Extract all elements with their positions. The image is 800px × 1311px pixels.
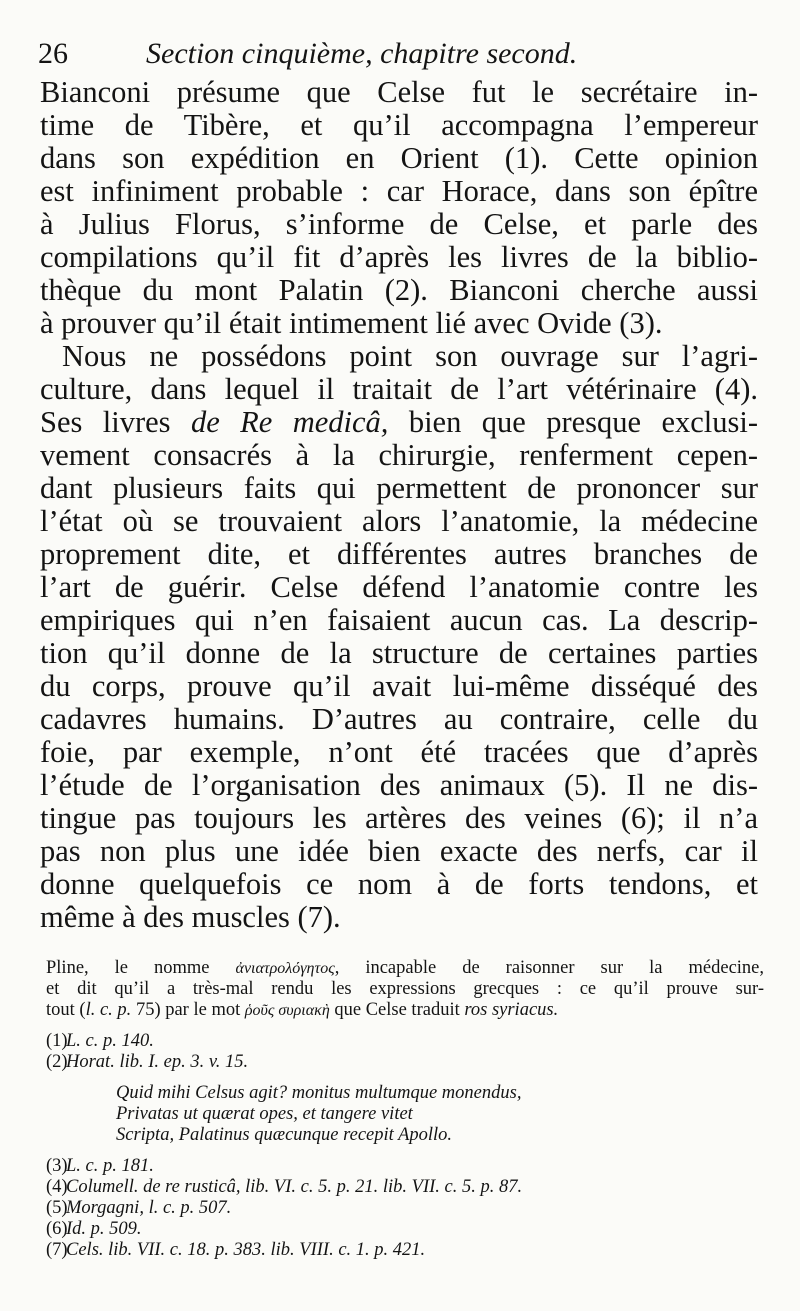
text-line: l’art de guérir. Celse défend l’anatomie contre les bbox=[40, 570, 758, 604]
footnote-mark: (1) bbox=[46, 1031, 68, 1051]
text-line: tion qu’il donne de la structure de certaines parties bbox=[40, 636, 758, 670]
footnote-mark: (3) bbox=[46, 1156, 68, 1176]
footnote-continuation-line bbox=[46, 958, 764, 979]
footnote-3 bbox=[46, 1156, 764, 1177]
text-line bbox=[40, 406, 758, 439]
footnote-2 bbox=[46, 1052, 764, 1073]
text-span: l. c. p. bbox=[85, 1000, 132, 1020]
text-span: , incapable de raisonner sur la médecine, bbox=[334, 958, 765, 978]
text-line: est infiniment probable : car Horace, dans son épître bbox=[40, 174, 758, 208]
text-span: que Celse traduit bbox=[329, 1000, 465, 1020]
text-line: l’étude de l’organisation des animaux (5). Il ne dis- bbox=[40, 768, 758, 802]
text-line: cadavres humains. D’autres au contraire, celle du bbox=[40, 702, 758, 736]
text-span: bien que presque exclusi- bbox=[408, 405, 758, 439]
text-span: tout ( bbox=[46, 1000, 86, 1020]
text-line: dant plusieurs faits qui permettent de prononcer sur bbox=[40, 471, 758, 505]
work-title: de Re medicâ, bbox=[190, 405, 389, 439]
spacer bbox=[46, 1021, 764, 1031]
text-line: donne quelquefois ce nom à de forts tendons, et bbox=[40, 867, 758, 901]
footnote-mark: (6) bbox=[46, 1219, 68, 1239]
footnote-7 bbox=[46, 1240, 764, 1261]
text-line: culture, dans lequel il traitait de l’art vétérinaire (4). bbox=[40, 372, 758, 406]
text-line: dans son expédition en Orient (1). Cette opinion bbox=[40, 141, 758, 175]
spacer bbox=[46, 1146, 764, 1156]
footnote-mark: (4) bbox=[46, 1177, 68, 1197]
footnote-text: Columell. de re rusticâ, lib. VI. c. 5. p. 21. lib. VII. c. 5. p. 87. bbox=[66, 1177, 523, 1197]
footnote-continuation-line bbox=[46, 1000, 764, 1021]
text-line: l’état où se trouvaient alors l’anatomie, la médecine bbox=[40, 504, 758, 538]
greek-word: ῥοῦς συριακὴ bbox=[244, 1002, 330, 1019]
footnote-4 bbox=[46, 1177, 764, 1198]
latin-quotation bbox=[46, 1083, 764, 1146]
footnote-1 bbox=[46, 1031, 764, 1052]
footnote-mark: (7) bbox=[46, 1240, 68, 1260]
text-line: Nous ne possédons point son ouvrage sur l’agri- bbox=[62, 339, 758, 373]
text-span: 75) par le mot bbox=[131, 1000, 241, 1020]
page-number: 26 bbox=[38, 37, 68, 70]
text-line: Bianconi présume que Celse fut le secrétaire in- bbox=[40, 75, 758, 109]
greek-word: ἀνιατρολόγητος bbox=[235, 960, 335, 977]
text-line: thèque du mont Palatin (2). Bianconi cherche aussi bbox=[40, 273, 758, 307]
footnote-text: Id. p. 509. bbox=[66, 1219, 142, 1239]
text-line: à prouver qu’il était intimement lié avec Ovide (3). bbox=[40, 306, 663, 340]
text-line: compilations qu’il fit d’après les livres de la biblio- bbox=[40, 240, 758, 274]
quote-line: Privatas ut quærat opes, et tangere vitet bbox=[116, 1104, 413, 1124]
text-line: même à des muscles (7). bbox=[40, 900, 341, 934]
footnote-text: L. c. p. 181. bbox=[66, 1156, 154, 1176]
footnote-text: L. c. p. 140. bbox=[66, 1031, 154, 1051]
text-line: tingue pas toujours les artères des veines (6); il n’a bbox=[40, 801, 758, 835]
spacer bbox=[46, 1073, 764, 1083]
text-line: du corps, prouve qu’il avait lui-même disséqué des bbox=[40, 669, 758, 703]
footnote-6 bbox=[46, 1219, 764, 1240]
footnote-mark: (5) bbox=[46, 1198, 68, 1218]
footnote-text: Cels. lib. VII. c. 18. p. 383. lib. VIII. c. 1. p. 421. bbox=[66, 1240, 426, 1260]
footnote-continuation-line: et dit qu’il a très-mal rendu les expressions grecques : ce qu’il prouve sur- bbox=[46, 979, 764, 999]
text-line: foie, par exemple, n’ont été tracées que d’après bbox=[40, 735, 758, 769]
text-line: proprement dite, et différentes autres branches de bbox=[40, 537, 758, 571]
footnote-text: Morgagni, l. c. p. 507. bbox=[66, 1198, 232, 1218]
text-span: Ses livres bbox=[40, 405, 171, 439]
text-line: empiriques qui n’en faisaient aucun cas. La descrip- bbox=[40, 603, 758, 637]
text-line: time de Tibère, et qu’il accompagna l’empereur bbox=[40, 108, 758, 142]
quote-line: Quid mihi Celsus agit? monitus multumque monendus, bbox=[116, 1083, 522, 1103]
footnotes bbox=[46, 958, 764, 1261]
text-span: Pline, le nomme bbox=[46, 958, 210, 978]
text-line: pas non plus une idée bien exacte des nerfs, car il bbox=[40, 834, 758, 868]
main-text bbox=[40, 76, 758, 934]
text-line: vement consacrés à la chirurgie, renferment cepen- bbox=[40, 438, 758, 472]
quote-line: Scripta, Palatinus quæcunque recepit Apollo. bbox=[116, 1125, 453, 1145]
footnote-mark: (2) bbox=[46, 1052, 68, 1072]
running-title: Section cinquième, chapitre second. bbox=[146, 37, 578, 70]
text-span: ros syriacus. bbox=[464, 1000, 559, 1020]
footnote-5 bbox=[46, 1198, 764, 1219]
text-line: à Julius Florus, s’informe de Celse, et parle des bbox=[40, 207, 758, 241]
footnote-text: Horat. lib. I. ep. 3. v. 15. bbox=[66, 1052, 249, 1072]
page-header bbox=[38, 34, 758, 74]
